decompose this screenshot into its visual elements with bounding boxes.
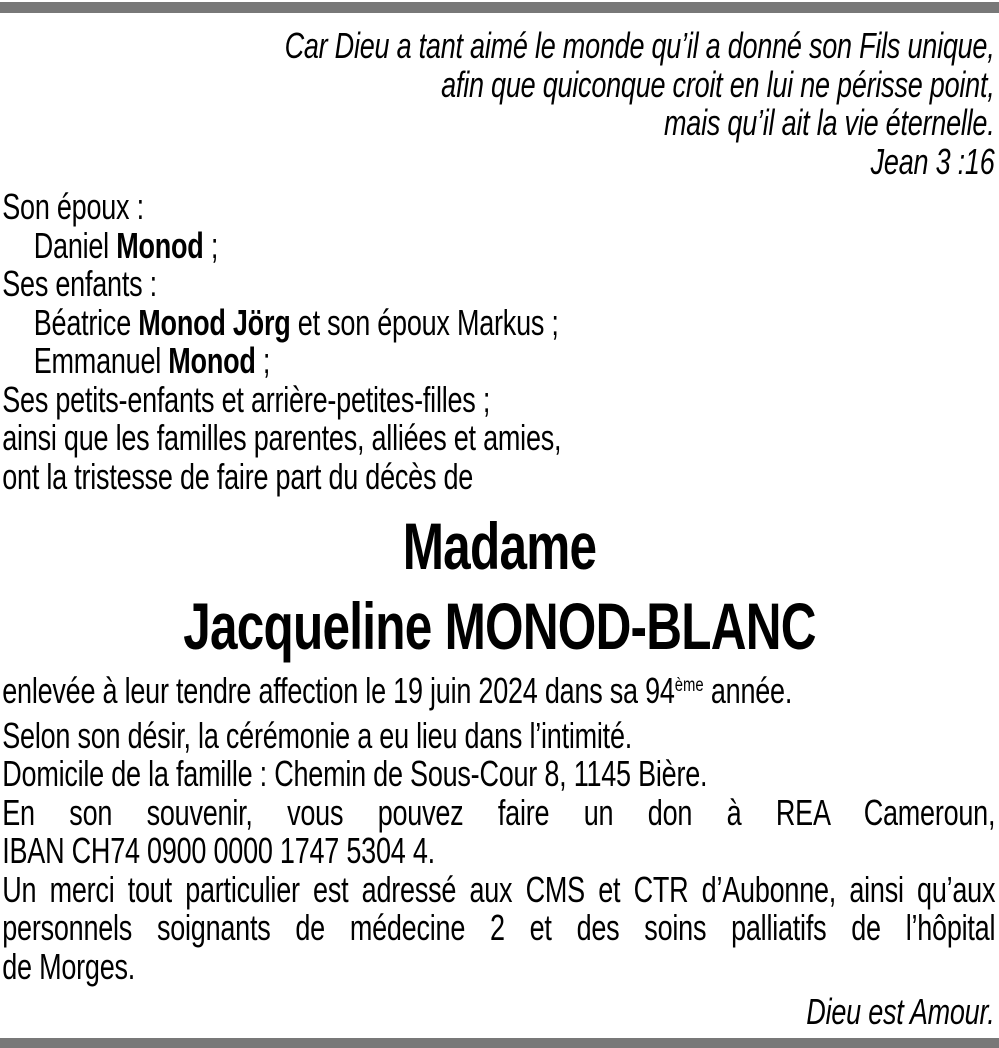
- family-list: [0, 188, 999, 496]
- children-label: Ses enfants :: [2, 263, 157, 304]
- quote-line-3: mais qu’il ait la vie éternelle.: [664, 102, 995, 143]
- quote-line-2: afin que quiconque croit en lui ne périsse point,: [441, 63, 995, 105]
- thanks-line-2: personnels soignants de médecine 2 et des soins palliatifs de l’hôpital: [2, 907, 996, 948]
- grandchildren-line: Ses petits-enfants et arrière-petites-filles ;: [2, 378, 491, 420]
- spouse-last-name: Monod: [116, 224, 204, 266]
- quote-line-1: Car Dieu a tant aimé le monde qu’il a donné son Fils unique,: [284, 25, 995, 66]
- child-1: [2, 301, 999, 343]
- thanks-line-1: Un merci tout particulier est adressé aux CMS et CTR d’Aubonne, ainsi qu’aux: [2, 868, 996, 910]
- donation-iban-line: IBAN CH74 0900 0000 1747 5304 4.: [2, 830, 435, 871]
- relatives-line: ainsi que les familles parentes, alliées et amies,: [2, 417, 562, 458]
- child-2-last-name: Monod: [168, 340, 256, 381]
- spouse-label: Son époux :: [2, 186, 144, 227]
- child-1-suffix: et son époux Markus ;: [290, 301, 559, 343]
- ceremony-line: Selon son désir, la cérémonie a eu lieu dans l’intimité.: [2, 714, 633, 756]
- donation-line-1: En son souvenir, vous pouvez faire un don à REA Cameroun,: [2, 791, 996, 833]
- child-2: [2, 342, 999, 381]
- announcement-body: [0, 672, 999, 986]
- thanks-line-3: de Morges.: [2, 945, 136, 987]
- death-line-suffix: année.: [703, 670, 793, 711]
- residence-line: Domicile de la famille : Chemin de Sous-Cour 8, 1145 Bière.: [2, 753, 708, 794]
- child-2-suffix: ;: [255, 340, 271, 381]
- death-line-text: enlevée à leur tendre affection le 19 juin 2024 dans sa 94: [2, 670, 675, 711]
- ordinal-superscript: ème: [674, 673, 704, 696]
- quote-reference: Jean 3 :16: [870, 140, 995, 182]
- deceased-name: Jacqueline MONOD-BLANC: [183, 589, 816, 663]
- announce-line: ont la tristesse de faire part du décès de: [2, 455, 474, 497]
- deceased-heading: [0, 506, 999, 666]
- closing: [0, 993, 999, 1032]
- child-2-first-name: Emmanuel: [33, 340, 169, 381]
- closing-line: Dieu est Amour.: [806, 991, 995, 1032]
- spouse-name: [2, 224, 999, 266]
- deceased-title: Madame: [402, 509, 597, 583]
- spouse-suffix: ;: [203, 224, 219, 266]
- obituary-notice: [0, 13, 999, 1032]
- top-divider-bar: [0, 2, 999, 13]
- scripture-quote: [0, 27, 999, 181]
- child-1-last-name: Monod Jörg: [138, 301, 291, 343]
- spouse-first-name: Daniel: [33, 224, 117, 266]
- child-1-first-name: Béatrice: [33, 301, 139, 343]
- bottom-divider-bar: [0, 1038, 999, 1048]
- death-line: [2, 672, 995, 717]
